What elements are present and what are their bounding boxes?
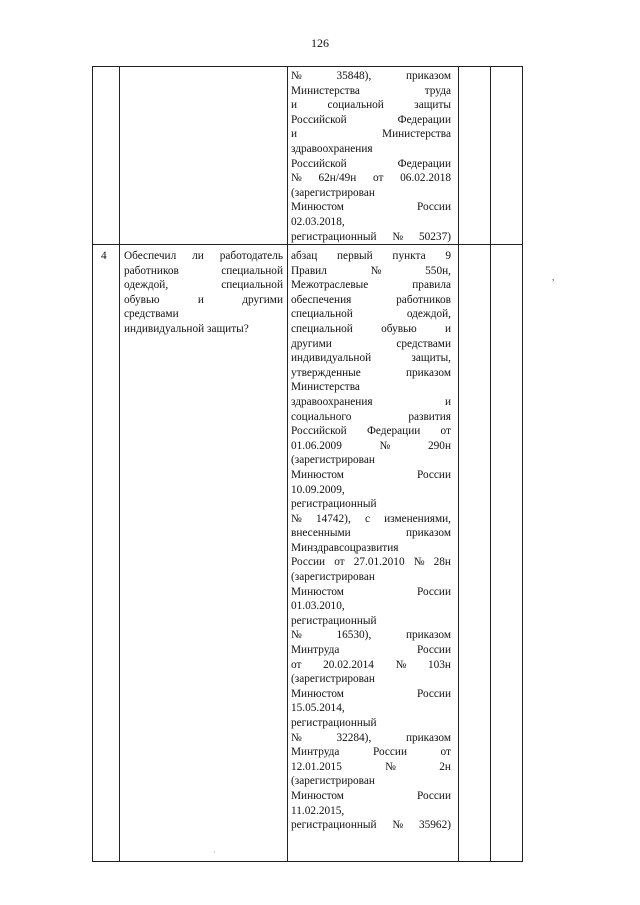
word: № [392, 819, 404, 832]
text-line: регистрационный [291, 717, 377, 729]
reference-cell-continuation [291, 69, 451, 244]
word: от [440, 746, 451, 759]
text-line: (зарегистрирован [291, 186, 375, 199]
word: от [334, 556, 345, 569]
word: Министерства [291, 84, 360, 97]
word: и [197, 293, 204, 306]
text-line [291, 818, 451, 833]
word: специальной [291, 308, 353, 321]
word: Минюстом [291, 468, 344, 481]
word: первый [337, 250, 373, 262]
word: № [379, 439, 391, 452]
text-line: Министерства [291, 381, 360, 394]
word: обеспечения [291, 293, 352, 306]
word: от [373, 172, 384, 185]
word: № [392, 230, 404, 243]
text-line [291, 555, 451, 570]
word: России [416, 201, 451, 214]
text-line [291, 410, 451, 425]
text-line [291, 200, 451, 215]
word: 20.02.2014 [323, 658, 374, 671]
word: Федерации [397, 157, 451, 170]
word: 01.06.2009 [291, 439, 342, 452]
text-line [291, 687, 451, 702]
text-line [291, 337, 451, 352]
word: Обеспечил [124, 250, 177, 262]
word: и [444, 395, 451, 408]
word: 103н [427, 658, 451, 671]
word: № [291, 512, 302, 525]
text-line: регистрационный [291, 614, 377, 627]
text-line: индивидуальной защиты? [124, 322, 249, 335]
text-line [291, 278, 451, 293]
word: 550н, [425, 264, 451, 277]
word: России [372, 746, 408, 759]
word: абзац [291, 250, 318, 262]
column-divider [458, 67, 459, 861]
text-line [124, 249, 283, 264]
text-line [291, 84, 451, 99]
question-cell [124, 249, 283, 337]
word: Минтруда [291, 746, 340, 759]
checklist-table [92, 66, 555, 862]
word: Минтруда [291, 644, 340, 657]
word: обувью [124, 293, 160, 306]
word: Федерации [397, 113, 451, 126]
word: и [291, 128, 298, 141]
text-line [291, 439, 451, 454]
word: 290н [428, 439, 451, 452]
text-line: 10.09.2009, [291, 483, 345, 496]
text-line [291, 366, 451, 381]
word: № [413, 556, 425, 569]
text-line [291, 230, 451, 245]
word: защиты [414, 99, 451, 112]
text-line [291, 468, 451, 483]
word: № [291, 629, 302, 642]
text-line: Минздравсоцразвития [291, 541, 399, 554]
word: работодатель [219, 250, 283, 262]
word: Минюстом [291, 201, 344, 214]
column-divider [522, 67, 523, 861]
word: индивидуальной [291, 352, 372, 365]
word: Правил [291, 264, 327, 277]
word: другими [242, 293, 283, 306]
word: № [291, 731, 302, 744]
word: Минюстом [291, 585, 344, 598]
text-line [124, 293, 283, 308]
text-line [291, 69, 451, 84]
text-line [291, 249, 451, 264]
text-line: регистрационный [291, 498, 377, 511]
word: России [416, 687, 451, 700]
word: работников [396, 293, 451, 306]
word: и [444, 322, 451, 335]
word: изменениями, [384, 512, 451, 525]
word: № [291, 172, 302, 185]
text-line [291, 643, 451, 658]
row-divider [93, 244, 522, 245]
text-line [291, 512, 451, 527]
scan-speck: · [213, 848, 216, 857]
text-line: здравоохранения [291, 142, 373, 155]
word: 12.01.2015 [291, 760, 342, 773]
text-line: 02.03.2018, [291, 215, 345, 228]
text-line [291, 760, 451, 775]
word: ли [192, 250, 204, 262]
word: Российской [291, 113, 347, 126]
text-line: средствами [124, 308, 179, 321]
word: и [291, 99, 298, 112]
word: 9 [445, 250, 451, 262]
word: № [395, 658, 407, 671]
text-line [291, 658, 451, 673]
reference-cell [291, 249, 451, 833]
word: 62н/49н [318, 172, 357, 185]
word: специальной [221, 279, 283, 292]
word: от [440, 425, 451, 438]
column-divider [490, 67, 491, 861]
column-divider [119, 67, 120, 861]
word: специальной [291, 322, 353, 335]
column-divider [287, 67, 288, 861]
word: регистрационный [291, 230, 377, 243]
word: от [291, 658, 302, 671]
word: пункта [392, 250, 426, 262]
text-line: 15.05.2014, [291, 702, 345, 715]
word: труда [424, 84, 451, 97]
word: Российской [291, 425, 347, 438]
text-line [124, 264, 283, 279]
word: специальной [221, 264, 283, 277]
word: 28н [433, 556, 451, 569]
text-line: (зарегистрирован [291, 454, 375, 467]
page-number: 126 [311, 36, 329, 50]
text-line [291, 395, 451, 410]
word: России [291, 556, 326, 569]
text-line: 01.03.2010, [291, 600, 345, 613]
word: внесенными [291, 527, 351, 540]
word: приказом [405, 527, 451, 540]
word: 35962) [418, 819, 451, 832]
word: одеждой, [406, 308, 451, 321]
word: приказом [405, 70, 451, 82]
text-line [291, 157, 451, 172]
word: 27.01.2010 [353, 556, 405, 569]
word: Минюстом [291, 687, 344, 700]
text-line [291, 171, 451, 186]
text-line [291, 264, 451, 279]
row-number: 4 [101, 250, 107, 262]
word: Российской [291, 157, 347, 170]
text-line [291, 293, 451, 308]
word: приказом [405, 629, 451, 642]
text-line: (зарегистрирован [291, 775, 375, 788]
word: социального [291, 410, 352, 423]
text-line [291, 322, 451, 337]
word: приказом [405, 731, 451, 744]
word: 16530), [336, 629, 372, 642]
text-line [124, 278, 283, 293]
word: одеждой, [124, 279, 169, 292]
word: обувью [381, 322, 417, 335]
word: Минюстом [291, 789, 344, 802]
word: приказом [405, 366, 451, 379]
word: с [364, 512, 370, 525]
pen-mark: , [552, 272, 555, 282]
word: средствами [396, 337, 451, 350]
word: России [416, 468, 451, 481]
word: защиты, [411, 352, 451, 365]
text-line [291, 98, 451, 113]
text-line [291, 585, 451, 600]
word: 35848), [336, 70, 372, 82]
word: работников [124, 264, 179, 277]
word: правила [412, 279, 451, 292]
word: утвержденные [291, 366, 361, 379]
word: России [416, 585, 451, 598]
text-line [291, 113, 451, 128]
word: 2н [439, 760, 451, 773]
word: № [370, 264, 382, 277]
word: России [416, 789, 451, 802]
text-line [291, 424, 451, 439]
text-line: 11.02.2015, [291, 804, 345, 817]
word: регистрационный [291, 819, 377, 832]
word: № [385, 760, 396, 773]
word: 50237) [418, 230, 451, 243]
text-line: (зарегистрирован [291, 673, 375, 686]
word: Министерства [382, 128, 451, 141]
word: № [291, 70, 302, 82]
word: 06.02.2018 [400, 172, 451, 185]
text-line [291, 351, 451, 366]
text-line [291, 789, 451, 804]
text-line [291, 745, 451, 760]
word: развития [408, 410, 451, 423]
word: Федерации [366, 425, 421, 438]
word: России [416, 644, 451, 657]
word: 14742), [315, 512, 351, 525]
text-line [291, 127, 451, 142]
word: социальной [327, 99, 384, 112]
word: другими [291, 337, 332, 350]
text-line [291, 731, 451, 746]
word: 32284), [336, 731, 372, 744]
text-line [291, 628, 451, 643]
text-line: (зарегистрирован [291, 571, 375, 584]
text-line [291, 526, 451, 541]
word: Межотраслевые [291, 279, 369, 292]
word: здравоохранения [291, 395, 373, 408]
text-line [291, 307, 451, 322]
